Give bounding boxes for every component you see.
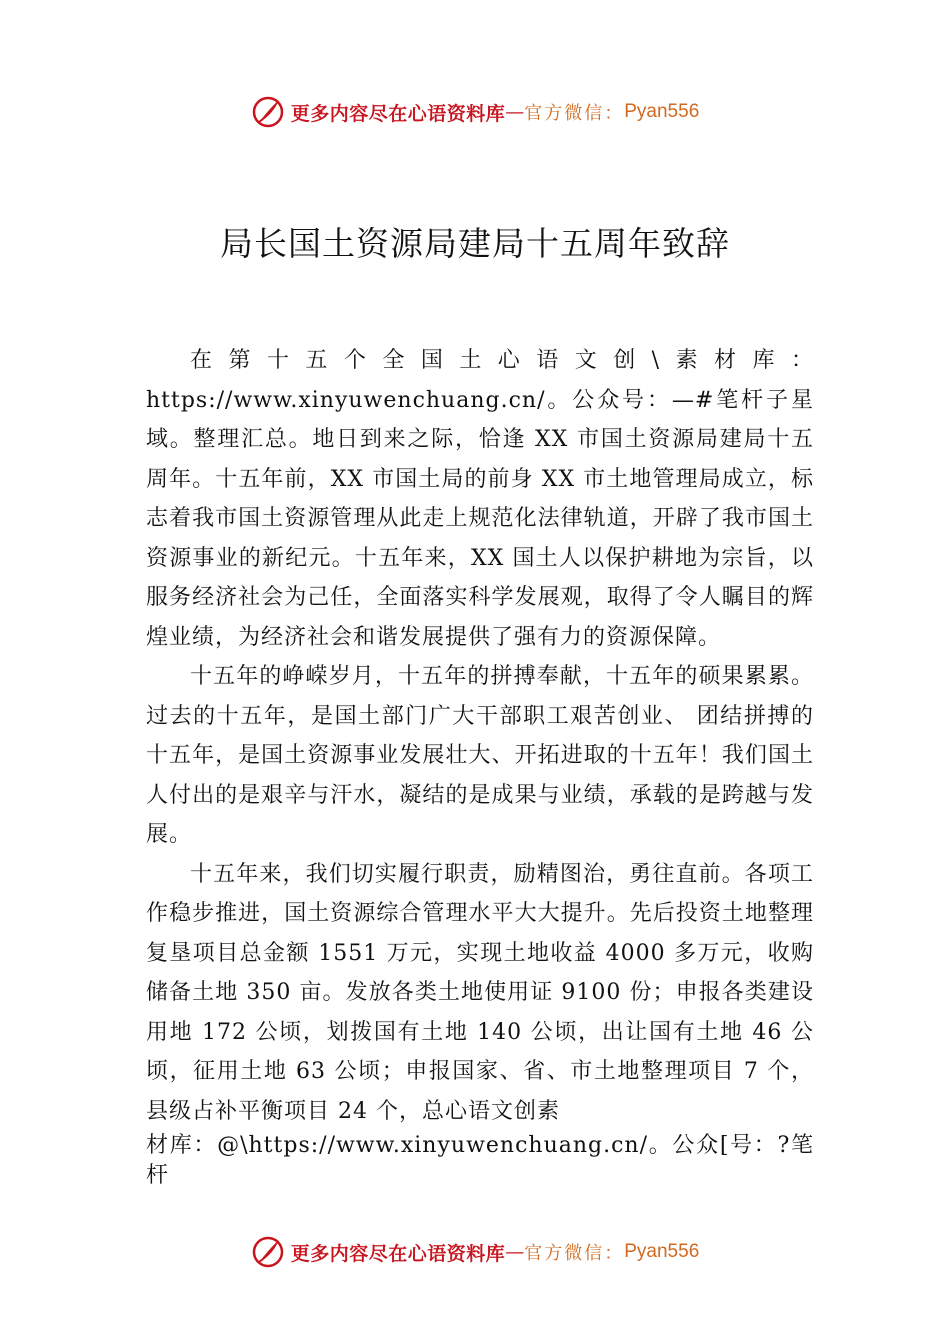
paragraph-1: 在第十五个全国土心语文创\素材库：https://www.xinyuwenchuang.cn/。公众号：—#笔杆子星域。整理汇总。地日到来之际，恰逢 XX 市国土资源局建局十五周年。十五年前，XX 市国土局的前身 XX 市土地管理局成立，标志着我市国土资源管理从此走上规范化法律轨道，开辟了我市国土资源事业的新纪元。十五年来，XX 国土人以保护耕地为宗旨，以服务经济社会为己任，全面落实科学发展观，取得了令人瞩目的辉煌业绩，为经济社会和谐发展提供了强有力的资源保障。 <box>146 348 814 650</box>
banner-separator: — <box>505 1241 525 1263</box>
banner-wechat-id: Pyan556 <box>624 101 700 122</box>
banner-separator: — <box>505 101 525 123</box>
quill-pen-logo-icon <box>251 95 285 129</box>
banner-brand-text: 更多内容尽在心语资料库 <box>290 102 506 125</box>
footer-banner <box>0 1232 950 1272</box>
paragraph-2: 十五年的峥嵘岁月，十五年的拼搏奉献，十五年的硕果累累。过去的十五年，是国土部门广大干部职工艰苦创业、 团结拼搏的十五年，是国土资源事业发展壮大、开拓进取的十五年！我们国土人付出的是艰辛与汗水，凝结的是成果与业绩，承载的是跨越与发展。 <box>146 664 814 847</box>
quill-pen-logo-icon <box>251 1235 285 1269</box>
banner-wechat-label: 官方微信： <box>524 103 625 124</box>
document-body <box>146 341 814 1191</box>
banner-wechat-label: 官方微信： <box>524 1243 625 1264</box>
paragraph-3: 十五年来，我们切实履行职责，励精图治，勇往直前。各项工作稳步推进，国土资源综合管理水平大大提升。先后投资土地整理复垦项目总金额 1551 万元，实现土地收益 4000 多万元，收购储备土地 350 亩。发放各类土地使用证 9100 份；申报各类建设用地 172 公顷，划拨国有土地 140 公顷，出让国有土地 46 公顷，征用土地 63 公顷；申报国家、省、市土地整理项目 7 个，县级占补平衡项目 24 个，总心语文创素 <box>146 861 814 1124</box>
banner-brand-text: 更多内容尽在心语资料库 <box>290 1242 506 1265</box>
document-title: 局长国土资源局建局十五周年致辞 <box>220 224 730 263</box>
banner-wechat-id: Pyan556 <box>624 1241 700 1262</box>
paragraph-tail-line: 材库：@\https://www.xinyuwenchuang.cn/。公众[号：?笔杆 <box>146 1133 814 1188</box>
header-banner <box>0 92 950 132</box>
